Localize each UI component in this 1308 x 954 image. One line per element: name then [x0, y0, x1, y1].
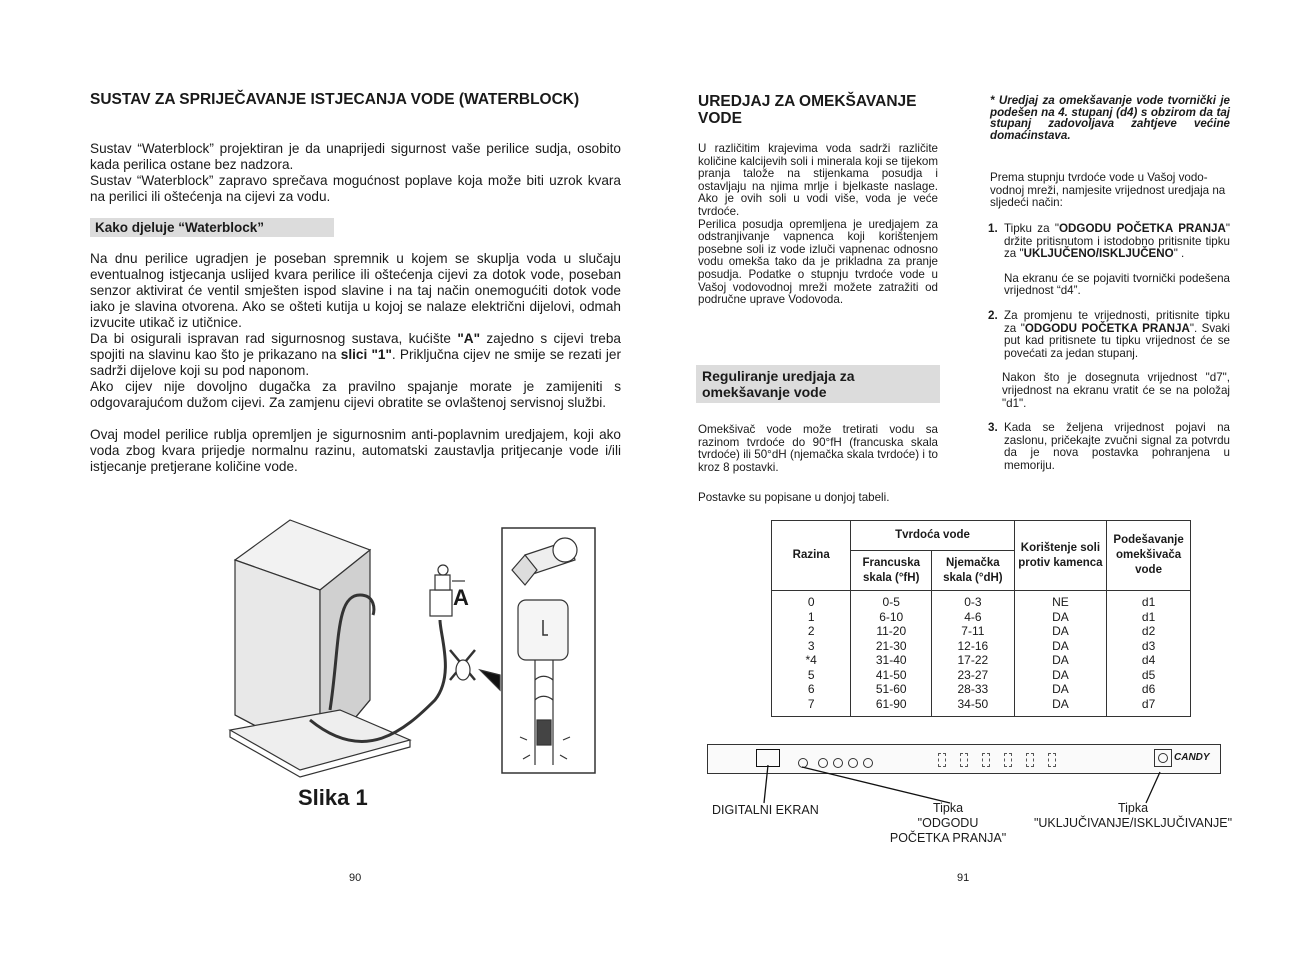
page-number-left: 90 — [349, 872, 362, 884]
softener-paragraph-1: U različitim krajevima voda sadrži različite količine kalcijevih soli i minerala koji se tijekom pranja talože na stijenkama posudja i ostavljaju na njima mrlje i bjelkaste naslage. Ako je ovih soli u vodi više, voda je veće tvrdoće. — [698, 142, 938, 218]
left-intro — [90, 141, 621, 205]
setting-intro: Prema stupnju tvrdoće vode u Vašoj vodo-vodnoj mreži, namjesite vrijednost uredjaja na sljedeći način: — [990, 171, 1226, 210]
left-heading: SUSTAV ZA SPRIJEČAVANJE ISTJECANJA VODE (WATERBLOCK) — [90, 91, 580, 108]
softener-table-intro: Postavke su popisane u donjoj tabeli. — [698, 491, 890, 504]
step-1: 1. Tipku za "ODGODU POČETKA PRANJA" držite pritisnutom i istodobno pritisnite tipku za "UKLJUČENO/ISKLJUČENO" . — [988, 222, 1230, 261]
column-french: 0-5 6-10 11-20 21-30 31-40 41-50 51-60 61-90 — [851, 591, 932, 717]
intro-paragraph-1: Sustav “Waterblock” projektiran je da unaprijedi sigurnost vaše perilice sudja, osobito kada perilica ostane bez nadzora. — [90, 141, 621, 172]
paragraph-3: Ako cijev nije dovoljno dugačka za pravilno spajanje morate je zamijeniti s odgovarajućom dužom cijevi. Za zamjenu cijevi obratite se ovlaštenoj servisnoj službi. — [90, 379, 621, 410]
label-digital-display: DIGITALNI EKRAN — [712, 803, 819, 817]
left-body — [90, 251, 621, 475]
column-level: 0 1 2 3 *4 5 6 7 — [772, 591, 851, 717]
step-3: 3. Kada se željena vrijednost pojavi na zaslonu, pričekajte zvučni signal za potvrdu da je nova postavka pohranjena u memoriju. — [988, 421, 1230, 472]
header-setting: Podešavanje omekšivača vode — [1107, 521, 1191, 591]
column-salt: NE DA DA DA DA DA DA DA — [1014, 591, 1106, 717]
waterblock-illustration — [225, 515, 625, 785]
step-1-note: Na ekranu će se pojaviti tvornički podešena vrijednost “d4”. — [1004, 271, 1230, 298]
intro-paragraph-2: Sustav “Waterblock” zapravo sprečava mogućnost poplave koja može biti uzrok kvara na perilici ili oštećenja na cijevi za vodu. — [90, 173, 621, 204]
brand-logo: CANDY — [1174, 752, 1210, 763]
paragraph-4: Ovaj model perilice rublja opremljen je sigurnosnim anti-poplavnim uredjajem, koji ako voda zbog kvara prijedje normalnu razinu, automatski zaustavlja pritjecanje vode i/ili istjecanje pretjerane količine vode. — [90, 427, 621, 474]
water-hardness-table — [771, 520, 1191, 717]
setting-steps — [988, 223, 1230, 473]
figure-label-a: A — [453, 585, 469, 610]
paragraph-1: Na dnu perilice ugradjen je poseban spremnik u kojem se skuplja voda u slučaju eventualnog istjecanja uslijed kvara perilice ili oštećenja cijevi za dotok vode, poseban senzor aktivirat će ventil smješten ispod slavine i na taj način onemogućiti dotok vode iako je slavina otvorena. Ako se ošteti kutija u kojoj se nalaze električni dijelovi, odmah izvucite utikač iz utičnice. — [90, 251, 621, 330]
figure-caption: Slika 1 — [298, 785, 368, 810]
softener-paragraph-2: Perilica posudja opremljena je uredjajem za odstranjivanje vapnenca koji korištenjem posebne soli iz vode izluči vapnenac odnosno vodu omekša tako da je prikladna za pranje posudja. Podatke o stupnju tvrdoće vode u Vašoj vodovodnoj mreži možete zatražiti od područne uprave Vodovoda. — [698, 217, 938, 307]
step-2-note: Nakon što je dosegnuta vrijednost "d7", vrijednost na ekranu vratit će se na položaj "d1". — [1002, 371, 1230, 410]
softener-capacity: Omekšivač vode može tretirati vodu sa razinom tvrdoće do 90°fH (francuska skala tvrdoće) ili 50°dH (njemačka skala tvrdoće) i to kroz 8 postavki. — [698, 423, 938, 474]
softener-intro — [698, 143, 938, 307]
header-french: Francuska skala (°fH) — [851, 551, 932, 591]
header-german: Njemačka skala (°dH) — [932, 551, 1015, 591]
factory-setting-note: * Uredjaj za omekšavanje vode tvornički je podešen na 4. stupanj (d4) s obzirom da taj stupanj zadovoljava zahtjeve većine domaćinstava. — [990, 94, 1230, 142]
page-number-right: 91 — [957, 872, 970, 884]
column-german: 0-3 4-6 7-11 12-16 17-22 23-27 28-33 34-50 — [932, 591, 1015, 717]
softener-subheading: Reguliranje uredjaja za omekšavanje vode — [696, 365, 940, 403]
paragraph-2: Da bi osigurali ispravan rad sigurnosnog sustava, kućište "A" zajedno s cijevi treba spojiti na slavinu kao što je prikazano na slici "1". Priključna cijev ne smije se rezati jer sadrži dijelove koji su pod naponom. — [90, 331, 621, 378]
step-2: 2. Za promjenu te vrijednosti, pritisnite tipku za "ODGODU POČETKA PRANJA". Svaki put kad pritisnete tu tipku vrijednost će se povećati za jedan stupanj. — [988, 308, 1230, 360]
softener-heading: UREDJAJ ZA OMEKŠAVANJE VODE — [698, 93, 917, 127]
label-power-button: Tipka "UKLJUČIVANJE/ISKLJUČIVANJE" — [1033, 801, 1233, 830]
column-setting: d1 d1 d2 d3 d4 d5 d6 d7 — [1107, 591, 1191, 717]
label-delay-button: Tipka "ODGODU POČETKA PRANJA" — [889, 801, 1007, 845]
header-salt: Korištenje soli protiv kamenca — [1014, 521, 1106, 591]
header-hardness: Tvrdoća vode — [851, 521, 1014, 551]
power-icon — [1158, 753, 1168, 763]
header-level: Razina — [772, 521, 851, 591]
waterblock-subheading: Kako djeluje “Waterblock” — [90, 218, 334, 237]
